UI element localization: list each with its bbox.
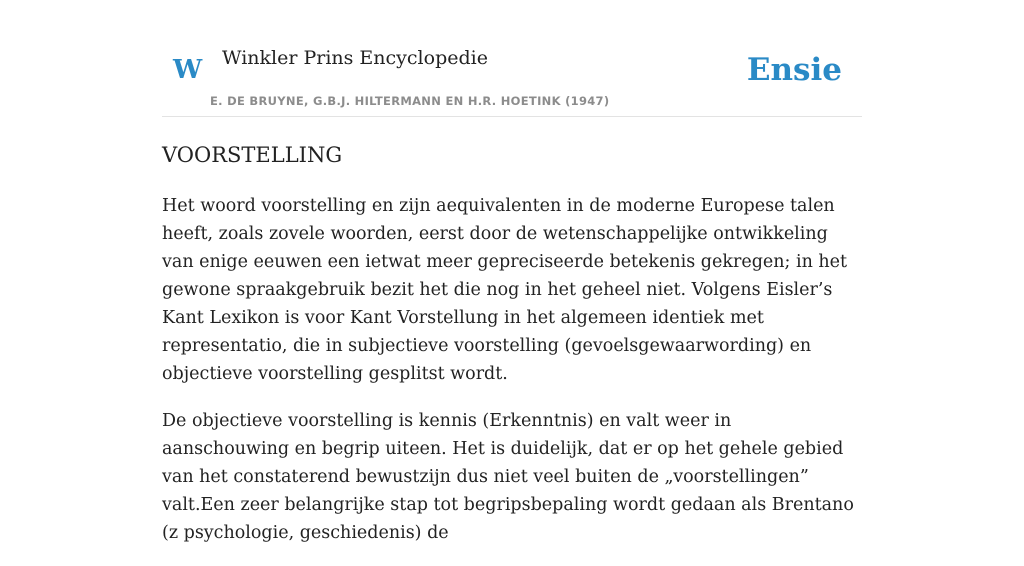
article-paragraph: Het woord voorstelling en zijn aequivalenten in de moderne Europese talen heeft, zoals zovele woorden, eerst door de wetenschappelijke ontwikkeling van enige eeuwen een ietwat meer gepreciseerde betekenis gekregen; in het gewone spraakgebruik bezit het die nog in het geheel niet. Volgens Eisler’s Kant Lexikon is voor Kant Vorstellung in het algemeen identiek met representatio, die in subjectieve voorstelling (gevoelsgewaarwording) en objectieve voorstelling gesplitst wordt.	[162, 196, 848, 384]
header	[162, 36, 862, 117]
brand-logo-link[interactable]: Ensie	[746, 52, 842, 88]
article-body	[162, 192, 862, 566]
authors-line: E. DE BRUYNE, G.B.J. HILTERMANN EN H.R. HOETINK (1947)	[210, 94, 610, 108]
article-title: VOORSTELLING	[162, 143, 343, 167]
article-paragraph: De objectieve voorstelling is kennis (Erkenntnis) en valt weer in aanschouwing en begrip uiteen. Het is duidelijk, dat er op het gehele gebied van het constaterend bewustzijn dus niet veel buiten de „voorstellingen” valt.Een zeer belangrijke stap tot begripsbepaling wordt gedaan als Brentano (z psychologie, geschiedenis) de	[162, 411, 854, 543]
encyclopedia-title: Winkler Prins Encyclopedie	[222, 47, 488, 69]
encyclopedia-logo: W	[173, 55, 203, 85]
